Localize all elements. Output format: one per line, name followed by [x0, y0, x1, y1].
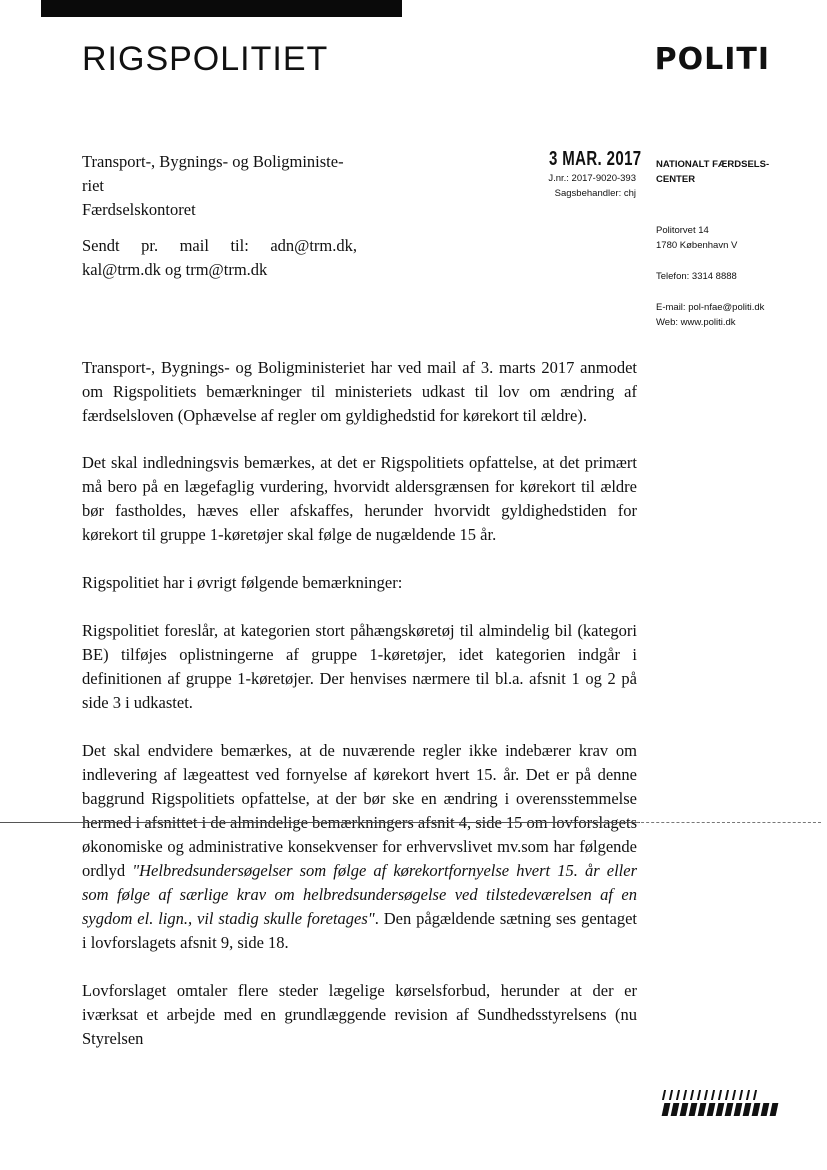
- sender-unit: NATIONALT FÆRDSELS-: [656, 159, 770, 170]
- stamp-date: 3 MAR. 2017: [549, 148, 642, 170]
- recipient-line: riet: [82, 176, 104, 195]
- body-paragraph: [82, 739, 637, 955]
- organization-name: RIGSPOLITIET: [82, 40, 329, 78]
- recipient-line: Færdselskontoret: [82, 200, 196, 219]
- journal-number: J.nr.: 2017-9020-393: [548, 173, 636, 184]
- paragraph-text: Det skal endvidere bemærkes, at de nuværende regler ikke indebærer krav om indlevering af lægeattest ved fornyelse af kørekort hvert 15. år. Det er på denne baggrund Rigspolitiets opfattelse, at der bør ske en ændring i overensstemmelse hermed i afsnittet i de almindelige bemærkningers afsnit 4, side 15 om lovforslagets økonomiske og administrative konsekvenser for erhvervslivet mv.som har følgende ordlyd: [82, 741, 637, 880]
- body-paragraph: Transport-, Bygnings- og Boligministeriet har ved mail af 3. marts 2017 anmodet om Rigspolitiets bemærkninger til ministeriets udkast til lov om ændring af færdselsloven (Ophævelse af regler om gyldighedstid for kørekort til ældre).: [82, 358, 637, 425]
- sender-block: [656, 157, 821, 330]
- body-paragraph: Rigspolitiet har i øvrigt følgende bemærkninger:: [82, 573, 403, 592]
- date-stamp: [520, 148, 642, 201]
- sender-unit: CENTER: [656, 174, 696, 185]
- body-paragraph: Det skal indledningsvis bemærkes, at det er Rigspolitiets opfattelse, at det primært må bero på en lægefaglig vurdering, hvorvidt aldersgrænsen for kørekort til ældre bør fastholdes, hæves eller afskaffes, herunder hvorvidt gyldighedstiden for kørekort til gruppe 1-køretøjer skal følge de nugældende 15 år.: [82, 453, 637, 544]
- sender-address: 1780 København V: [656, 240, 738, 251]
- scan-artifact-line: [636, 822, 821, 823]
- body-paragraph: Rigspolitiet foreslår, at kategorien stort påhængskøretøj til almindelig bil (kategori BE) tilføjes oplistningerne af gruppe 1-køretøjer, idet kategorien indgår i definitionen af gruppe 1-køretøjer. Der henvises nærmere til bl.a. afsnit 1 og 2 på side 3 i udkastet.: [82, 621, 637, 712]
- barcode-graphic: [663, 1090, 777, 1116]
- politi-logo: POLITI: [654, 42, 770, 77]
- sender-web: Web: www.politi.dk: [656, 317, 736, 328]
- scan-artifact-line: [0, 822, 640, 823]
- sender-address: Politorvet 14: [656, 225, 709, 236]
- body-paragraph: Lovforslaget omtaler flere steder lægelige kørselsforbud, herunder at der er iværksat et arbejde med en grundlæggende revision af Sundhedsstyrelsens (nu Styrelsen: [82, 981, 637, 1048]
- sender-email: E-mail: pol-nfae@politi.dk: [656, 302, 765, 313]
- recipient-line: Transport-, Bygnings- og Boligministe-: [82, 152, 344, 171]
- paragraph-text: . Den pågældende sætning ses gentaget i lovforslagets afsnit 9, side 18.: [82, 909, 637, 952]
- sent-via-text: Sendt pr. mail til: adn@trm.dk, kal@trm.dk og trm@trm.dk: [82, 236, 357, 279]
- recipient-address: [82, 150, 357, 222]
- redaction-bar: [41, 0, 402, 17]
- case-handler: Sagsbehandler: chj: [554, 188, 636, 199]
- quoted-text: "Helbredsundersøgelser som følge af kørekortfornyelse hvert 15. år eller som følge af særlige krav om helbredsundersøgelse ved tilstedeværelsen af en sygdom el. lign., vil stadig skulle foretages": [82, 861, 637, 928]
- letter-body: [82, 356, 637, 1075]
- sender-phone: Telefon: 3314 8888: [656, 271, 737, 282]
